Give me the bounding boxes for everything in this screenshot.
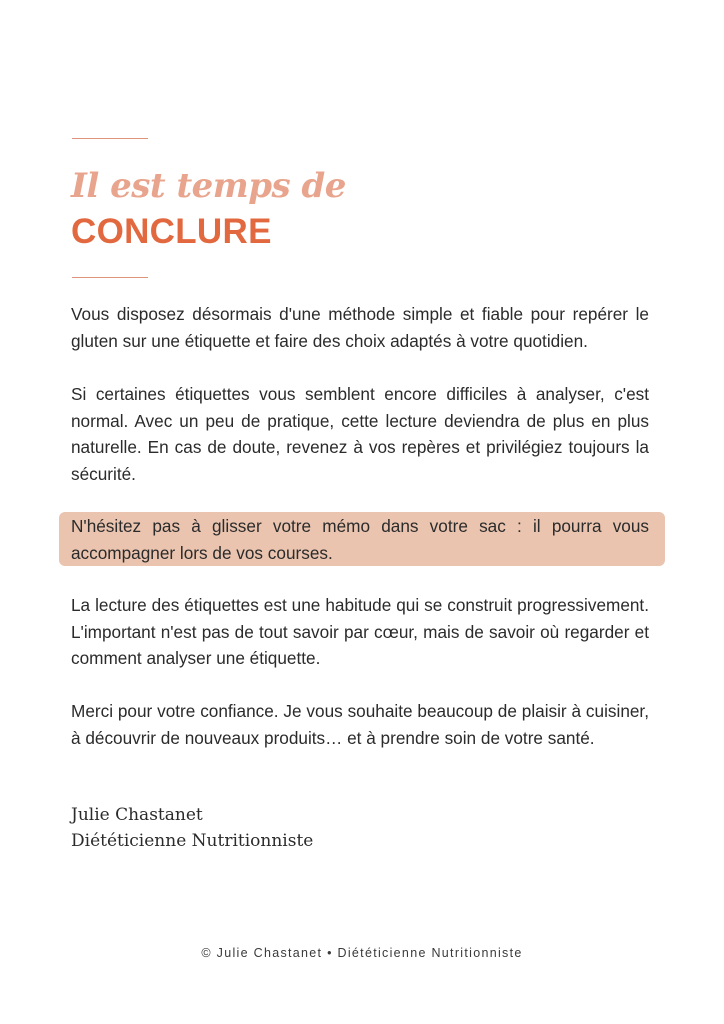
decorative-rule-bottom (72, 277, 148, 278)
signature-name: Julie Chastanet (71, 805, 203, 825)
paragraph-thanks: Merci pour votre confiance. Je vous souhaite beaucoup de plaisir à cuisiner, à découvrir de nouveaux produits… et à prendre soin de votre santé. (71, 701, 649, 748)
heading-line-2: CONCLURE (71, 212, 272, 251)
decorative-rule-top (72, 138, 148, 139)
paragraph-practice: Si certaines étiquettes vous semblent encore difficiles à analyser, c'est normal. Avec un peu de pratique, cette lecture deviendra de plus en plus naturelle. En cas de doute, revenez à vos repères et privilégiez toujours la sécurité. (71, 384, 649, 484)
paragraph-highlighted-memo: N'hésitez pas à glisser votre mémo dans votre sac : il pourra vous accompagner lors de vos courses. (71, 516, 649, 563)
signature (71, 802, 313, 854)
paragraph-habit: La lecture des étiquettes est une habitude qui se construit progressivement. L'important n'est pas de tout savoir par cœur, mais de savoir où regarder et comment analyser une étiquette. (71, 595, 649, 668)
heading-line-1: Il est temps de (71, 166, 346, 206)
paragraph-intro: Vous disposez désormais d'une méthode simple et fiable pour repérer le gluten sur une étiquette et faire des choix adaptés à votre quotidien. (71, 304, 649, 351)
signature-title: Diététicienne Nutritionniste (71, 831, 314, 851)
footer-copyright: © Julie Chastanet • Diététicienne Nutritionniste (201, 946, 523, 960)
